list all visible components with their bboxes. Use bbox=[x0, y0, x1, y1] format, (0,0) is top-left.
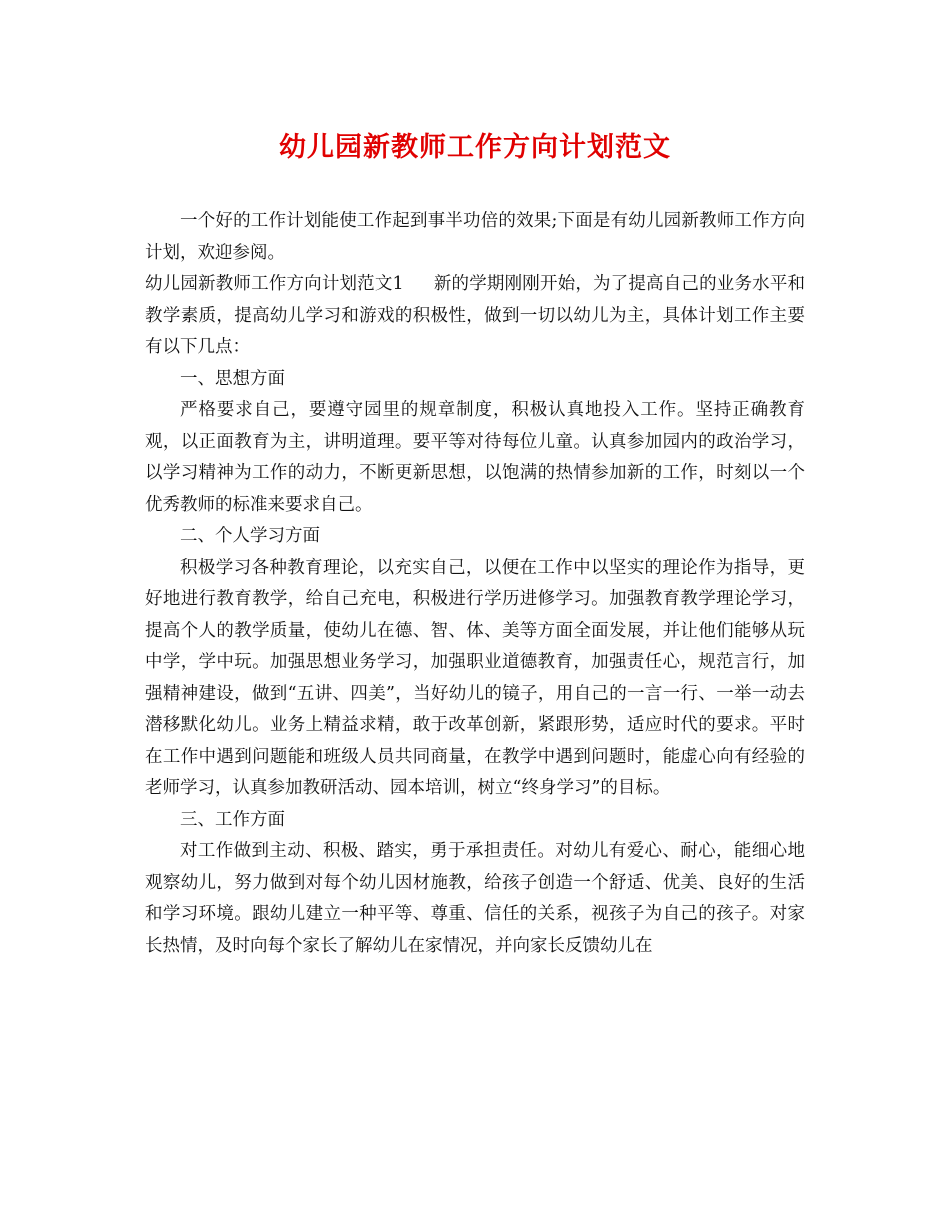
part3-paragraph: 对工作做到主动、积极、踏实，勇于承担责任。对幼儿有爱心、耐心，能细心地观察幼儿，努力做到对每个幼儿因材施教，给孩子创造一个舒适、优美、良好的生活和学习环境。跟幼儿建立一种平等、尊重、信任的关系，视孩子为自己的孩子。对家长热情，及时向每个家长了解幼儿在家情况，并向家长反馈幼儿在 bbox=[145, 841, 805, 956]
intro-paragraph: 一个好的工作计划能使工作起到事半功倍的效果;下面是有幼儿园新教师工作方向计划，欢迎参阅。 bbox=[145, 211, 805, 263]
part2-paragraph: 积极学习各种教育理论，以充实自己，以便在工作中以坚实的理论作为指导，更好地进行教育教学，给自己充电，积极进行学历进修学习。加强教育教学理论学习，提高个人的教学质量，使幼儿在德、智、体、美等方面全面发展，并让他们能够从玩中学，学中玩。加强思想业务学习，加强职业道德教育，加强责任心，规范言行，加强精神建设，做到“五讲、四美”，当好幼儿的镜子，用自己的一言一行、一举一动去潜移默化幼儿。业务上精益求精，敢于改革创新，紧跟形势，适应时代的要求。平时在工作中遇到问题能和班级人员共同商量，在教学中遇到问题时，能虚心向有经验的老师学习，认真参加教研活动、园本培训，树立“终身学习”的目标。 bbox=[145, 557, 805, 798]
section-heading: 幼儿园新教师工作方向计划范文1 bbox=[145, 274, 404, 294]
part2-title: 二、个人学习方面 bbox=[180, 526, 320, 546]
section-opening: 新的学期刚刚开始，为了提高自己的业务水平和教学素质，提高幼儿学习和游戏的积极性，做到一切以幼儿为主，具体计划工作主要有以下几点： bbox=[145, 274, 806, 357]
document-body bbox=[145, 206, 805, 962]
section-paragraph bbox=[145, 269, 805, 364]
part1-title: 一、思想方面 bbox=[180, 368, 285, 389]
part1-paragraph: 严格要求自己，要遵守园里的规章制度，积极认真地投入工作。坚持正确教育观，以正面教育为主，讲明道理。要平等对待每位儿童。认真参加园内的政治学习，以学习精神为工作的动力，不断更新思想，以饱满的热情参加新的工作，时刻以一个优秀教师的标准来要求自己。 bbox=[145, 400, 805, 515]
part3-title: 三、工作方面 bbox=[180, 809, 285, 830]
document-title: 幼儿园新教师工作方向计划范文 bbox=[279, 132, 671, 163]
